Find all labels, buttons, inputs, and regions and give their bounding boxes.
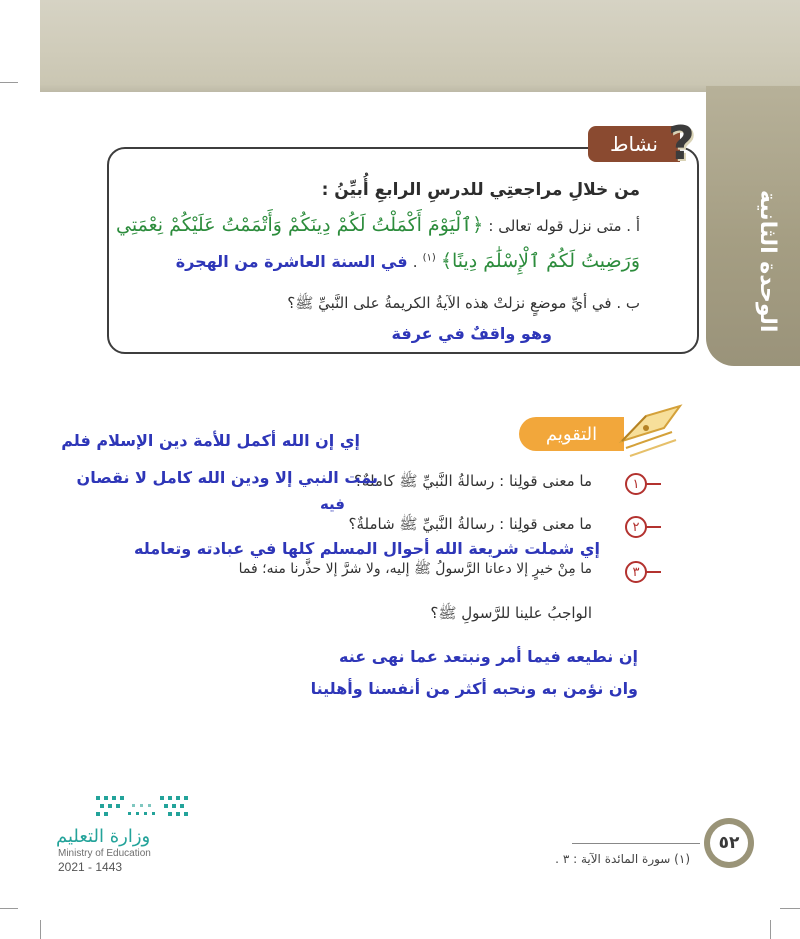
activity-intro: من خلالِ مراجعتِي للدرسِ الرابعِ أُبيِّنُ : (321, 180, 640, 200)
ministry-name-ar: وزارة التعليم (56, 826, 151, 847)
crop-mark (0, 82, 18, 83)
ministry-name-en: Ministry of Education (58, 848, 151, 859)
crop-mark (0, 908, 18, 909)
evaluation-label: التقويم (519, 417, 624, 451)
crop-mark (780, 908, 800, 909)
quran-verse-part1: ﴿ٱلْيَوْمَ أَكْمَلْتُ لَكُمْ دِينَكُمْ وَأَتْمَمْتُ عَلَيْكُمْ نِعْمَتِي (116, 214, 484, 236)
footnote-rule (572, 843, 700, 844)
quran-verse-part2: وَرَضِيتُ لَكُمُ ٱلْإِسْلَٰمَ دِينًا﴾ (440, 250, 640, 272)
answer-1-line1: إي إن الله أكمل للأمة دين الإسلام فلم (61, 431, 360, 450)
answer-3-line1: إن نطيعه فيما أمر ونبتعد عما نهى عنه (339, 647, 638, 666)
answer-a: في السنة العاشرة من الهجرة (175, 252, 408, 271)
question-number-3: ٣ (625, 561, 647, 583)
page-number: ٥٢ (710, 824, 748, 862)
unit-title: الوحدة الثانية (755, 189, 780, 333)
page-number-badge (704, 818, 754, 868)
question-number-2: ٢ (625, 516, 647, 538)
question-a-prefix: أ . متى نزل قوله تعالى : (488, 217, 640, 235)
question-b: ب . في أيِّ موضعٍ نزلتْ هذه الآيةُ الكريمةُ على النَّبيِّ ﷺ؟ (287, 294, 640, 312)
answer-b: وهو واقفٌ في عرفة (391, 324, 552, 343)
crop-mark (40, 920, 41, 939)
activity-badge: نشاط (588, 126, 680, 162)
question-number-1: ١ (625, 473, 647, 495)
answer-1-line3: فيه (319, 495, 345, 513)
question-3-cont: الواجبُ علينا للرَّسولِ ﷺ؟ (430, 604, 592, 622)
question-a-line1 (116, 214, 640, 236)
footnote: (١) سورة المائدة الآية : ٣ . (555, 852, 690, 866)
answer-2: إي شملت شريعة الله أحوال المسلم كلها في عبادته وتعامله (134, 539, 600, 558)
unit-side-tab (706, 86, 800, 366)
question-a-suffix: . (412, 253, 418, 271)
answer-3-line2: وان نؤمن به ونحبه أكثر من أنفسنا وأهلينا (310, 679, 638, 698)
question-3: ما مِنْ خيرٍ إلا دعانا الرَّسولُ ﷺ إليه، ولا شرَّ إلا حذَّرنا منه؛ فما (238, 561, 592, 577)
question-2: ما معنى قولِنا : رسالةُ النَّبيِّ ﷺ شاملةٌ؟ (348, 515, 592, 533)
pen-nib-icon (616, 396, 686, 466)
crop-mark (770, 920, 771, 939)
edition-year: 2021 - 1443 (58, 860, 123, 874)
question-a-line2 (176, 250, 640, 272)
footnote-ref: (١) (422, 252, 436, 264)
question-mark-icon: ? (668, 116, 695, 170)
header-band (40, 0, 800, 92)
answer-1-line2: يمت النبي إلا ودين الله كامل لا نقصان (76, 468, 378, 487)
ministry-logo-icon (56, 790, 196, 830)
question-1: ما معنى قولِنا : رسالةُ النَّبيِّ ﷺ كاملةٌ؟ (353, 472, 592, 490)
